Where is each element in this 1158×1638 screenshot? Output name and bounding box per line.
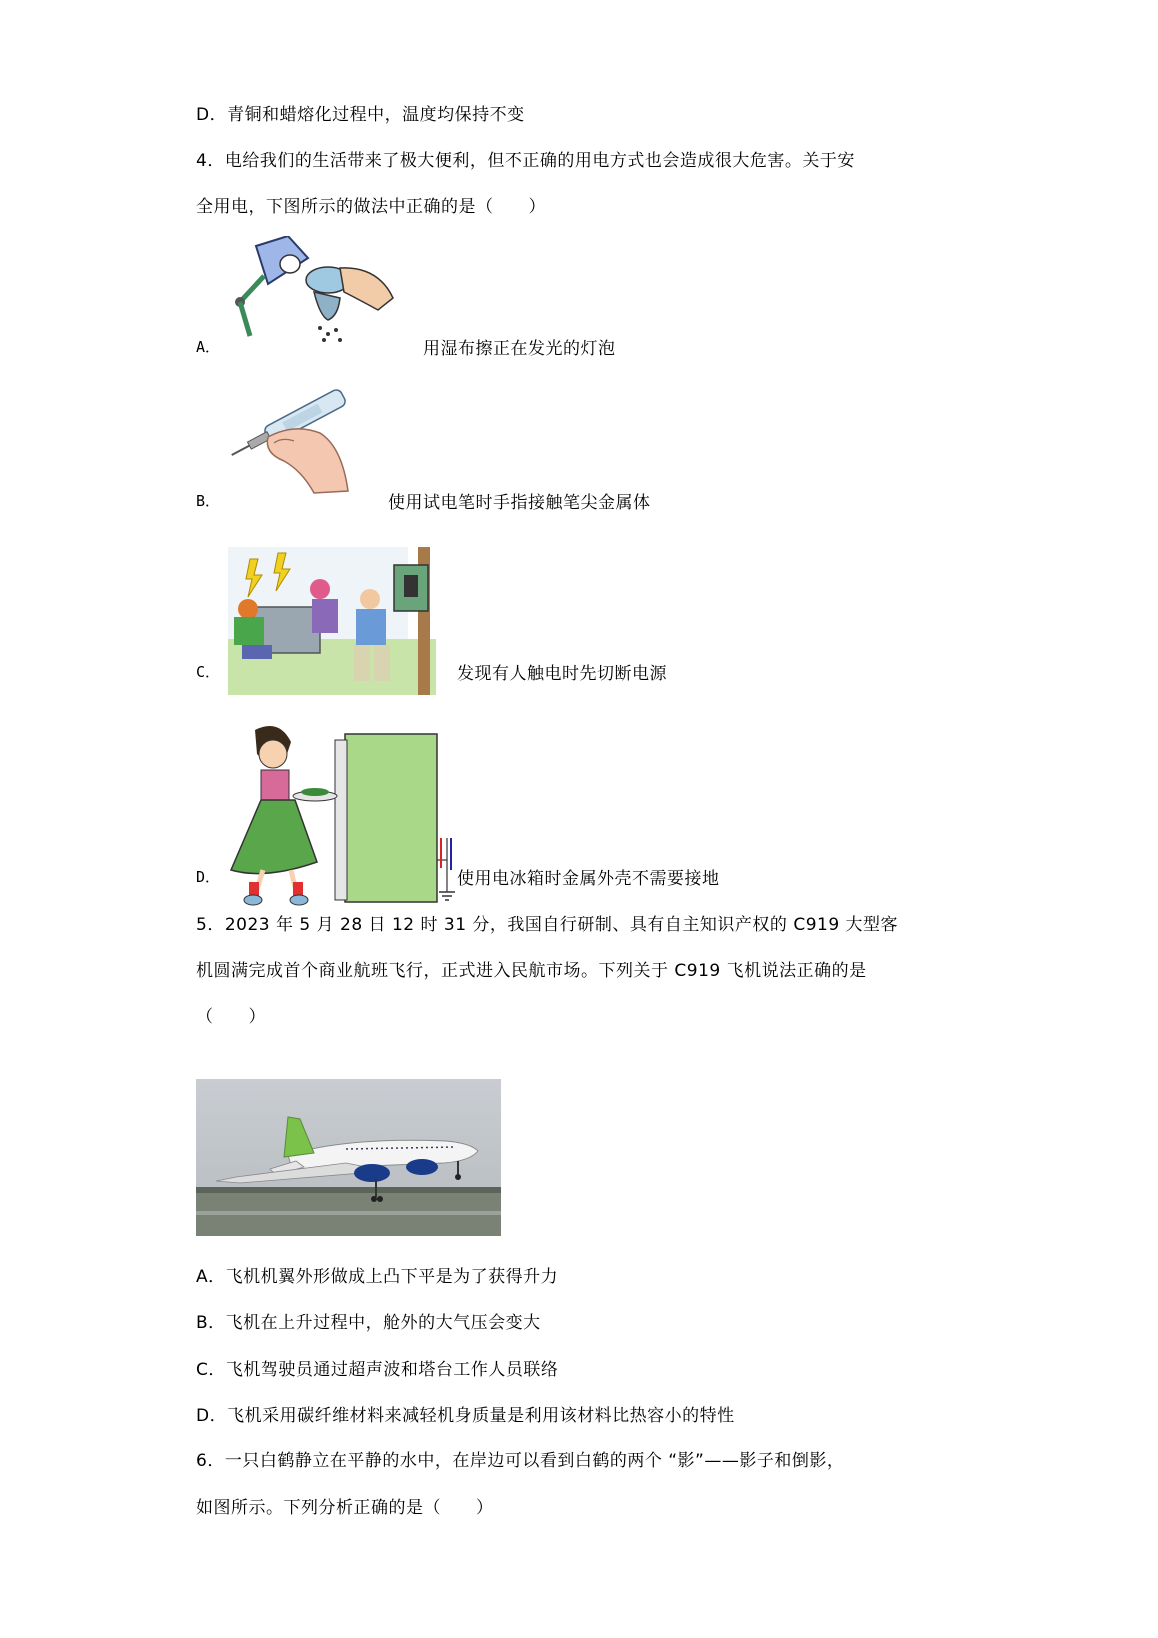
q5-stem-line2: 机圆满完成首个商业航班飞行，正式进入民航市场。下列关于 C919 飞机说法正确的是	[196, 961, 867, 981]
q4-option-a-letter: A．	[196, 338, 221, 356]
q5-option-d: D．飞机采用碳纤维材料来减轻机身质量是利用该材料比热容小的特性	[196, 1406, 735, 1426]
c919-airplane-photo	[196, 1079, 501, 1236]
q4-option-b-letter: B．	[196, 492, 221, 510]
q5-stem-line3: （ ）	[196, 1007, 266, 1027]
q4-option-d-text: 使用电冰箱时金属外壳不需要接地	[457, 869, 720, 889]
q4-option-c-text: 发现有人触电时先切断电源	[457, 664, 667, 684]
test-pen-illustration	[224, 383, 364, 495]
q5-option-b: B．飞机在上升过程中，舱外的大气压会变大	[196, 1313, 541, 1333]
q6-stem-line1: 6．一只白鹤静立在平静的水中，在岸边可以看到白鹤的两个 “影”——影子和倒影，	[196, 1451, 845, 1471]
q4-option-c-letter: C．	[196, 663, 221, 681]
q5-option-c: C．飞机驾驶员通过超声波和塔台工作人员联络	[196, 1360, 559, 1380]
lamp-wet-cloth-illustration	[228, 236, 398, 358]
q4-option-a-text: 用湿布擦正在发光的灯泡	[423, 339, 616, 359]
q6-stem-line2: 如图所示。下列分析正确的是（ ）	[196, 1498, 494, 1518]
q4-stem-line2: 全用电，下图所示的做法中正确的是（ ）	[196, 197, 546, 217]
refrigerator-girl-illustration	[225, 720, 465, 908]
cut-power-illustration	[228, 547, 436, 695]
q4-stem-line1: 4．电给我们的生活带来了极大便利，但不正确的用电方式也会造成很大危害。关于安	[196, 151, 855, 171]
q4-option-b-text: 使用试电笔时手指接触笔尖金属体	[388, 493, 651, 513]
q4-option-d-letter: D．	[196, 868, 221, 886]
q3-option-d: D．青铜和蜡熔化过程中，温度均保持不变	[196, 105, 525, 125]
q5-option-a: A．飞机机翼外形做成上凸下平是为了获得升力	[196, 1267, 559, 1287]
q5-stem-line1: 5．2023 年 5 月 28 日 12 时 31 分，我国自行研制、具有自主知识产权的 C919 大型客	[196, 915, 899, 935]
